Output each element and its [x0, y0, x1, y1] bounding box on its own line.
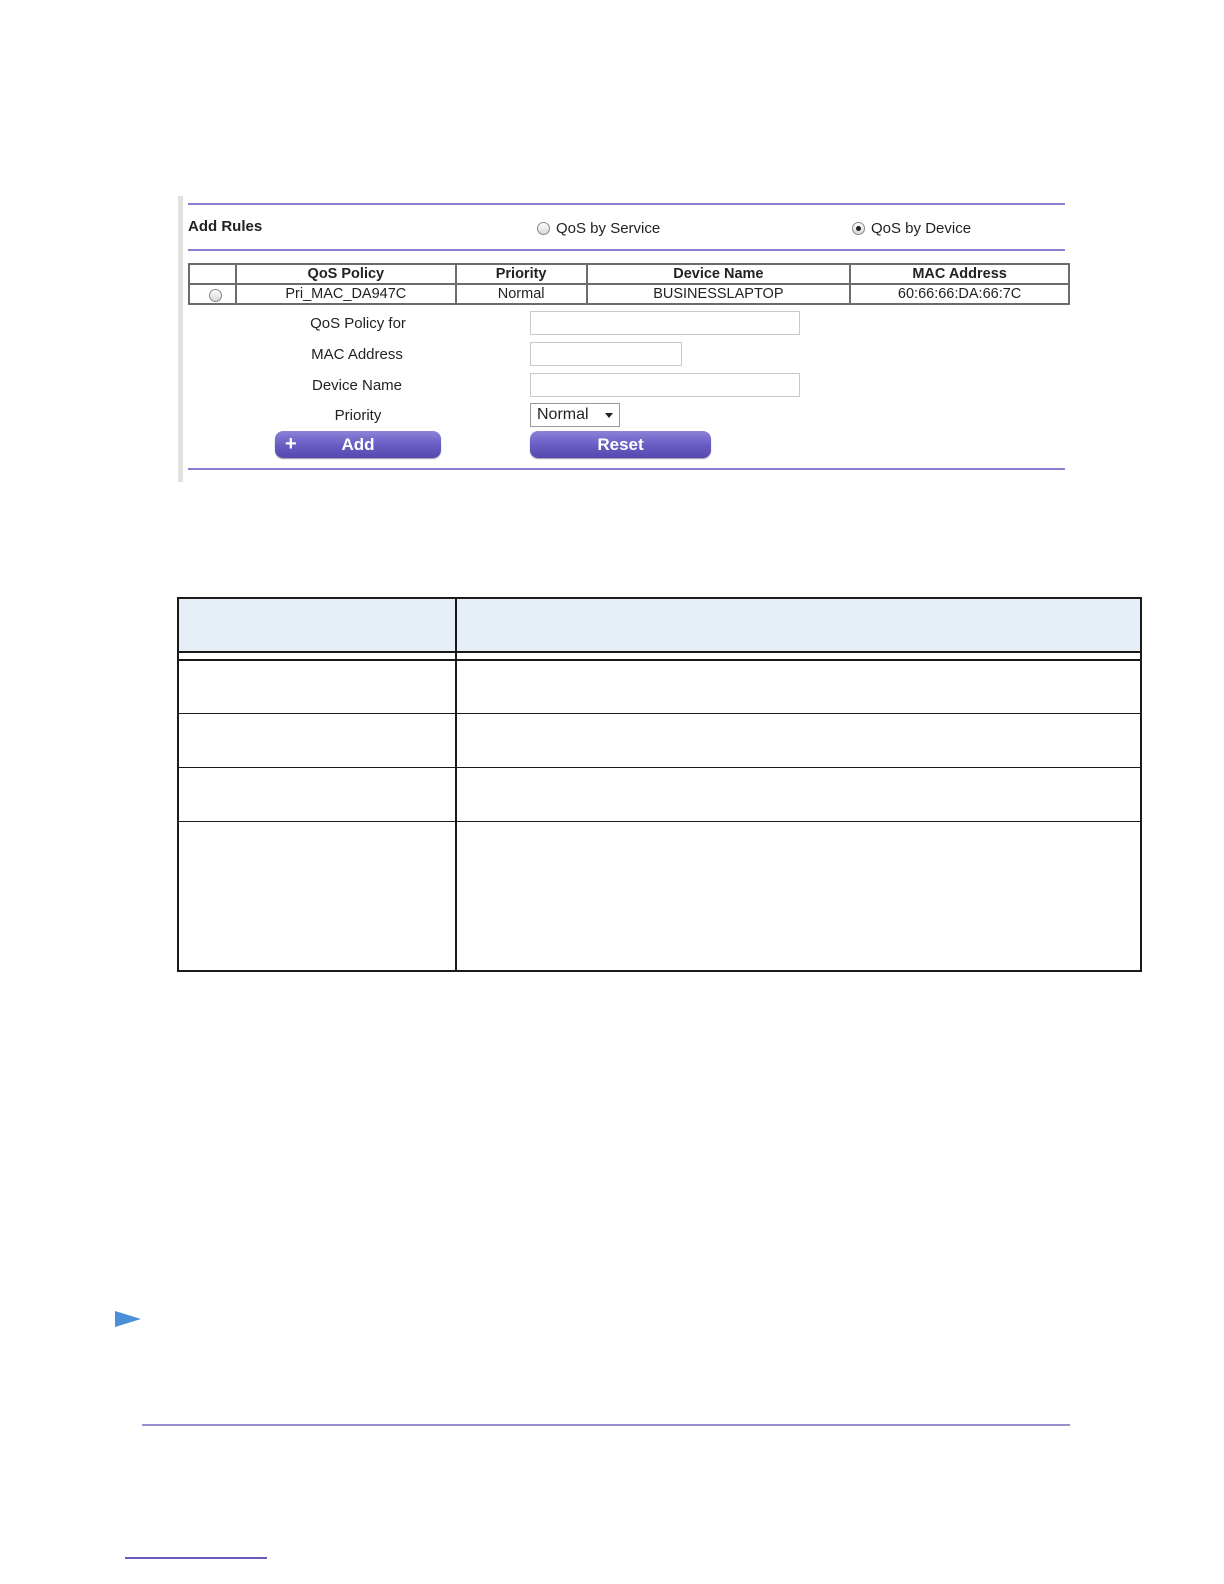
- reset-button[interactable]: [530, 431, 711, 458]
- priority-label: Priority: [334, 407, 382, 424]
- qos-add-rules-panel: [178, 196, 1070, 482]
- table-divider: [179, 651, 1140, 653]
- qos-policy-cell: Pri_MAC_DA947C: [236, 284, 456, 304]
- qos-policy-for-input[interactable]: [530, 311, 800, 335]
- table-column-divider: [455, 599, 457, 970]
- chevron-down-icon: [605, 413, 613, 418]
- qos-by-device-option[interactable]: [852, 220, 971, 237]
- device-name-input[interactable]: [530, 373, 800, 397]
- add-rules-title: Add Rules: [188, 218, 263, 235]
- priority-cell: Normal: [456, 284, 587, 304]
- qos-policy-for-label: QoS Policy for: [310, 315, 406, 332]
- row-select-radio[interactable]: [209, 289, 222, 302]
- device-name-cell: BUSINESSLAPTOP: [587, 284, 851, 304]
- qos-by-device-label: QoS by Device: [871, 220, 972, 237]
- settings-description-table: [177, 597, 1142, 972]
- table-divider: [179, 659, 1140, 661]
- footer-rule: [142, 1424, 1070, 1426]
- qos-by-service-radio[interactable]: [537, 222, 550, 235]
- panel-bottom-rule: [188, 468, 1065, 470]
- plus-icon: +: [285, 433, 297, 455]
- select-column-header: [189, 264, 236, 284]
- panel-header-rule: [188, 249, 1065, 251]
- priority-column-header: Priority: [456, 264, 587, 284]
- footer-link-underline: [125, 1557, 267, 1559]
- device-name-column-header: Device Name: [587, 264, 851, 284]
- qos-by-device-radio[interactable]: [852, 222, 865, 235]
- reset-button-label: Reset: [597, 435, 644, 454]
- priority-select-value: Normal: [537, 406, 589, 423]
- description-table-header: [179, 599, 1140, 651]
- panel-top-rule: [188, 203, 1065, 205]
- mac-address-input[interactable]: [530, 342, 682, 366]
- table-divider: [179, 713, 1140, 714]
- table-header-row: [189, 264, 1069, 284]
- qos-policy-column-header: QoS Policy: [236, 264, 456, 284]
- qos-by-service-option[interactable]: [537, 220, 660, 237]
- row-select-cell[interactable]: [189, 284, 236, 304]
- add-button[interactable]: [275, 431, 441, 458]
- table-divider: [179, 767, 1140, 768]
- mac-address-cell: 60:66:66:DA:66:7C: [850, 284, 1069, 304]
- panel-left-border: [178, 196, 183, 482]
- mac-address-column-header: MAC Address: [850, 264, 1069, 284]
- arrow-right-icon: [115, 1311, 141, 1327]
- qos-by-service-label: QoS by Service: [556, 220, 661, 237]
- mac-address-label: MAC Address: [311, 346, 403, 363]
- priority-select[interactable]: [530, 403, 620, 427]
- qos-rules-table: [188, 263, 1070, 305]
- add-button-label: Add: [341, 435, 375, 454]
- table-row[interactable]: [189, 284, 1069, 304]
- device-name-label: Device Name: [311, 377, 403, 394]
- table-divider: [179, 821, 1140, 822]
